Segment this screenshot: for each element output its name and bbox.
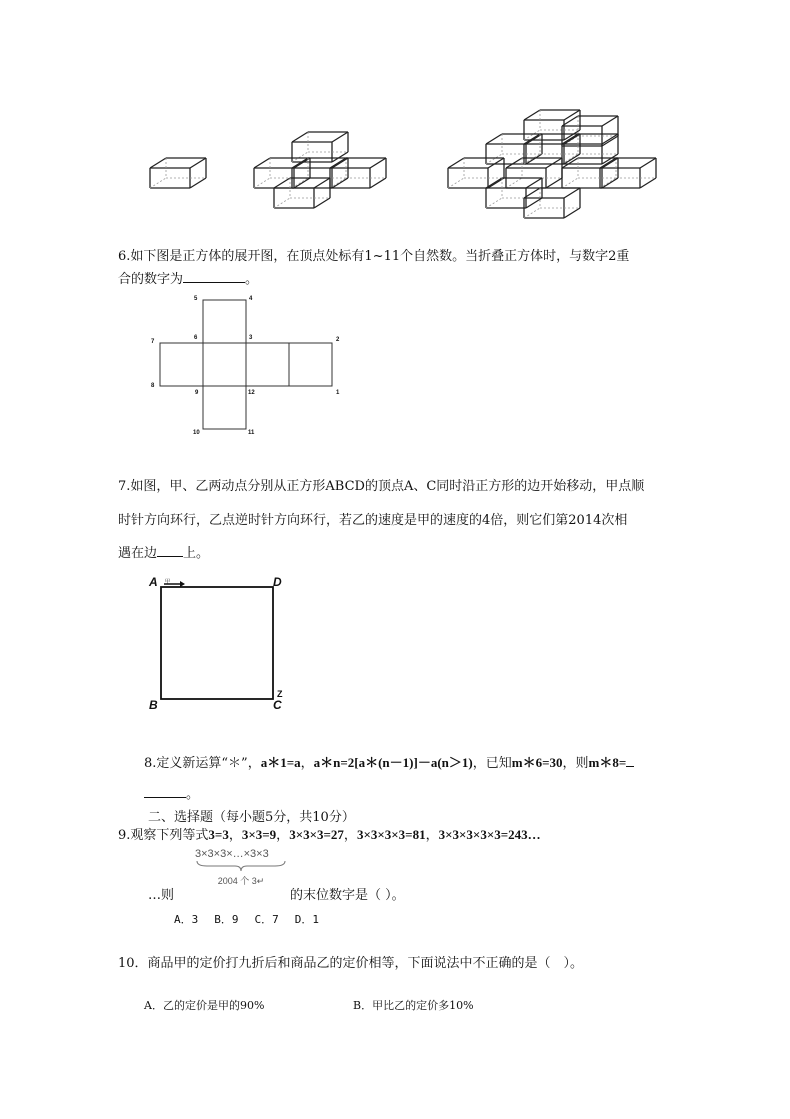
net-label-12: 12	[248, 390, 255, 396]
q6-answer-blank[interactable]	[183, 270, 245, 283]
cube-net-figure	[140, 290, 360, 440]
q8-mid: ，已知	[472, 756, 512, 771]
q10-option-a[interactable]: A．乙的定价是甲的90%	[144, 999, 265, 1012]
q9-question: 的末位数字是（ ）。	[290, 888, 405, 903]
q9-options	[174, 911, 319, 927]
net-label-11: 11	[248, 430, 255, 436]
q9-eq3: 3×3×3=27	[289, 827, 344, 842]
net-label-5: 5	[194, 296, 198, 302]
net-label-1: 1	[336, 390, 340, 396]
curly-brace-icon	[195, 860, 287, 872]
label-yi: Z	[277, 689, 283, 699]
label-a: A	[149, 575, 158, 589]
q9-option-d[interactable]: D．1	[294, 913, 319, 926]
net-label-7: 7	[151, 339, 155, 345]
cube-figure-3	[448, 110, 656, 218]
q9-line1: 9.观察下列等式3=3，3×3=9，3×3×3=27，3×3×3×3=81，3×3×3×3×3=243…	[118, 827, 541, 843]
q9-eq2: 3×3=9	[241, 827, 277, 842]
label-c: C	[273, 698, 282, 712]
q9-brace-expr-text: 3×3×3×…×3×3	[195, 848, 269, 860]
cube-figure-1	[150, 158, 206, 188]
q6-line2	[118, 268, 258, 287]
q9-option-a[interactable]: A．3	[174, 913, 199, 926]
label-b: B	[149, 698, 158, 712]
q6-line2-text: 合的数字为	[118, 272, 184, 287]
q8-sep: ，	[300, 756, 314, 771]
q7-line3	[118, 542, 209, 561]
net-label-2: 2	[336, 337, 340, 343]
q8-line	[144, 752, 634, 771]
cube-figures	[0, 0, 790, 240]
net-label-6: 6	[194, 335, 198, 341]
section-2-title: 二、选择题（每小题5分，共10分）	[148, 810, 355, 825]
q7-line2: 时针方向环行，乙点逆时针方向环行，若乙的速度是甲的速度的4倍，则它们第2014次相	[118, 513, 628, 528]
q8-prefix: 8.定义新运算“＊”，	[144, 756, 261, 771]
label-d: D	[273, 575, 282, 589]
label-jia: 甲	[165, 579, 171, 585]
q9-eq1: 3=3	[208, 827, 229, 842]
q7-answer-blank[interactable]	[157, 544, 183, 557]
q10-option-b[interactable]: B．甲比乙的定价多10%	[353, 999, 474, 1012]
q8-end: 。	[186, 787, 200, 802]
q9-then: …则	[148, 888, 175, 903]
q8-formula-4: m＊8=	[588, 755, 627, 770]
square-abcd-figure	[140, 570, 300, 720]
net-label-3: 3	[249, 335, 253, 341]
net-label-9: 9	[195, 390, 199, 396]
q9-brace-label: 2004 个 3↵	[217, 876, 265, 886]
cube-figure-2	[254, 132, 386, 208]
q9-option-b[interactable]: B．9	[214, 913, 239, 926]
q8-answer-blank-a[interactable]	[626, 754, 634, 767]
q9-eq5: 3×3×3×3×3=243…	[438, 827, 541, 842]
q8-formula-1: a＊1=a	[260, 755, 301, 770]
q9-option-c[interactable]: C．7	[254, 913, 279, 926]
q8-formula-3: m＊6=30	[511, 755, 563, 770]
net-label-10: 10	[193, 430, 200, 436]
q9-eq4: 3×3×3×3=81	[356, 827, 426, 842]
q9-brace-expression	[195, 848, 287, 887]
q7-line3-end: 上。	[183, 546, 210, 561]
q10-question: 10．商品甲的定价打九折后和商品乙的定价相等，下面说法中不正确的是（ ）。	[118, 956, 584, 971]
q6-line1: 6.如下图是正方体的展开图，在顶点处标有1~11个自然数。当折叠正方体时，与数字2重	[118, 249, 630, 264]
net-label-4: 4	[249, 296, 253, 302]
q7-line3-text: 遇在边	[118, 546, 158, 561]
q8-formula-2: a＊n=2[a＊(n－1)]－a(n＞1)	[313, 755, 473, 770]
q6-line2-end: 。	[245, 272, 259, 287]
q9-prefix: 9.观察下列等式	[118, 828, 209, 843]
q8-mid2: ，则	[562, 756, 589, 771]
net-label-8: 8	[151, 383, 155, 389]
q8-answer-blank-b[interactable]	[144, 785, 186, 798]
q7-line1: 7.如图，甲、乙两动点分别从正方形ABCD的顶点A、C同时沿正方形的边开始移动，甲点顺	[118, 479, 645, 494]
q8-line2	[144, 783, 199, 802]
